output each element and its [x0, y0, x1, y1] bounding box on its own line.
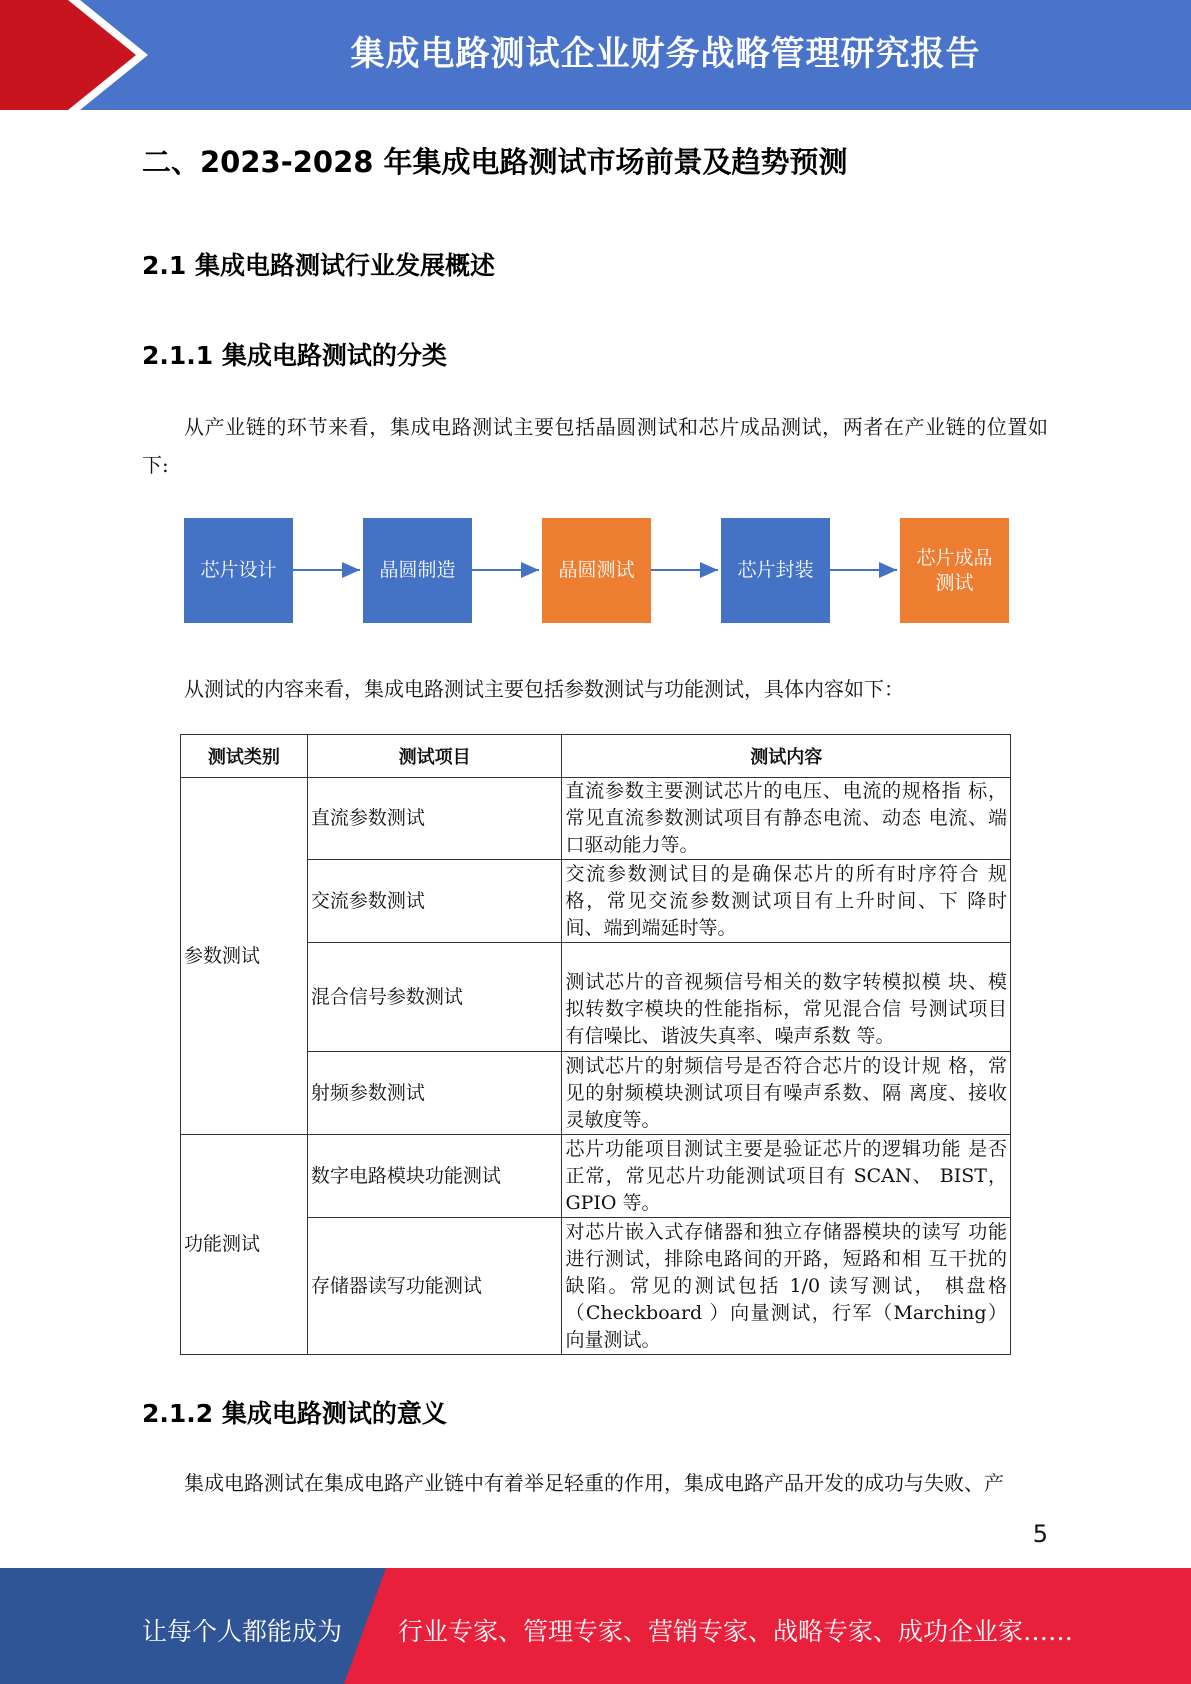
content-cell: 交流参数测试目的是确保芯片的所有时序符合 规格，常见交流参数测试项目有上升时间、下 降时间、端到端延时等。 — [562, 860, 1011, 943]
item-cell: 数字电路模块功能测试 — [307, 1135, 562, 1218]
subsection-heading-classification: 2.1.1 集成电路测试的分类 — [142, 341, 447, 370]
category-cell: 功能测试 — [181, 1135, 308, 1355]
flow-step-packaging: 芯片封装 — [721, 518, 830, 623]
flow-step-final-test: 芯片成品测试 — [900, 518, 1009, 623]
column-header: 测试项目 — [307, 735, 562, 778]
report-title: 集成电路测试企业财务战略管理研究报告 — [350, 34, 981, 74]
section-heading: 2.1 集成电路测试行业发展概述 — [142, 251, 495, 280]
item-cell: 存储器读写功能测试 — [307, 1218, 562, 1355]
item-cell: 直流参数测试 — [307, 778, 562, 860]
chapter-heading: 二、2023-2028 年集成电路测试市场前景及趋势预测 — [142, 145, 848, 179]
content-cell: 对芯片嵌入式存储器和独立存储器模块的读写 功能进行测试，排除电路间的开路，短路和相 互干扰的缺陷。常见的测试包括 1/0 读写测试， 棋盘格（Checkboard ）向量测试，行军（Marching） 向量测试。 — [562, 1218, 1011, 1355]
content-cell: 直流参数主要测试芯片的电压、电流的规格指 标，常见直流参数测试项目有静态电流、动态 电流、端口驱动能力等。 — [562, 778, 1011, 860]
table-header-row — [181, 735, 1011, 778]
test-classification-table — [180, 734, 1011, 1355]
paragraph-test-content: 从测试的内容来看，集成电路测试主要包括参数测试与功能测试，具体内容如下： — [184, 677, 904, 701]
column-header: 测试类别 — [181, 735, 308, 778]
footer-slogan-right: 行业专家、管理专家、营销专家、战略专家、成功企业家…… — [398, 1617, 1074, 1646]
item-cell: 射频参数测试 — [307, 1052, 562, 1135]
paragraph-industry-chain: 从产业链的环节来看，集成电路测试主要包括晶圆测试和芯片成品测试，两者在产业链的位置如下: — [142, 415, 1048, 477]
page-number: 5 — [1032, 1520, 1048, 1548]
subsection-heading-significance: 2.1.2 集成电路测试的意义 — [142, 1399, 447, 1428]
category-cell: 参数测试 — [181, 778, 308, 1135]
page-footer — [0, 1568, 1191, 1684]
table-row — [181, 778, 1011, 860]
column-header: 测试内容 — [562, 735, 1011, 778]
flow-step-wafer-test: 晶圆测试 — [542, 518, 651, 623]
content-cell: 测试芯片的音视频信号相关的数字转模拟模 块、模拟转数字模块的性能指标，常见混合信 号测试项目有信噪比、谐波失真率、噪声系数 等。 — [562, 943, 1011, 1052]
content-cell: 测试芯片的射频信号是否符合芯片的设计规 格，常见的射频模块测试项目有噪声系数、隔 离度、接收灵敏度等。 — [562, 1052, 1011, 1135]
paragraph-significance: 集成电路测试在集成电路产业链中有着举足轻重的作用，集成电路产品开发的成功与失败、产 — [184, 1471, 1004, 1495]
footer-slogan-left: 让每个人都能成为 — [142, 1617, 343, 1646]
item-cell: 交流参数测试 — [307, 860, 562, 943]
item-cell: 混合信号参数测试 — [307, 943, 562, 1052]
flow-step-chip-design: 芯片设计 — [184, 518, 293, 623]
page-header — [0, 0, 1191, 110]
flow-step-wafer-fab: 晶圆制造 — [363, 518, 472, 623]
table-row — [181, 1135, 1011, 1218]
content-cell: 芯片功能项目测试主要是验证芯片的逻辑功能 是否正常，常见芯片功能测试项目有 SCAN、 BIST，GPIO 等。 — [562, 1135, 1011, 1218]
